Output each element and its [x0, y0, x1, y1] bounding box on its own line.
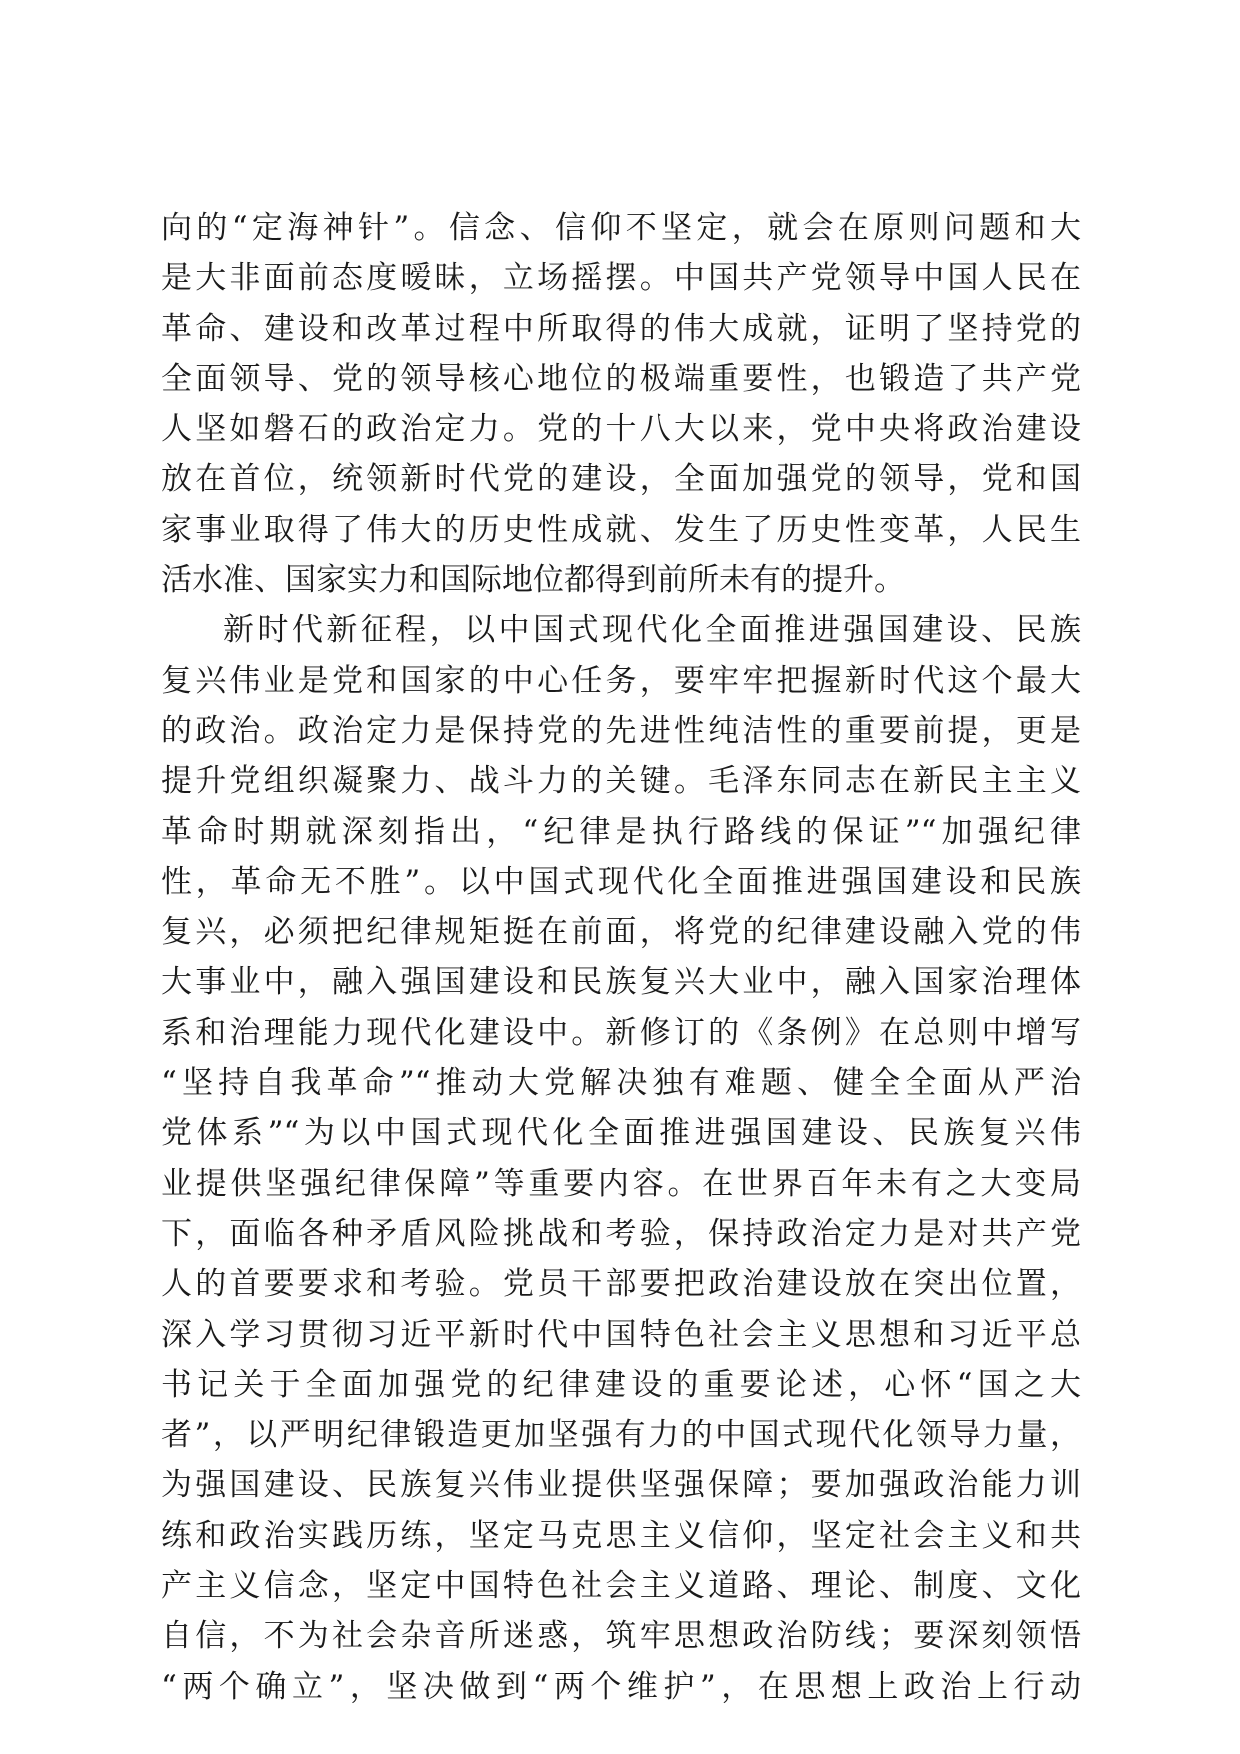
text-line: 是大非面前态度暧昧，立场摇摆。中国共产党领导中国人民在 [161, 260, 1081, 297]
paragraph-start-line: 新时代新征程，以中国式现代化全面推进强国建设、民族 [223, 612, 1081, 649]
text-line: 下，面临各种矛盾风险挑战和考验，保持政治定力是对共产党 [161, 1215, 1081, 1252]
text-line: 书记关于全面加强党的纪律建设的重要论述，心怀“国之大 [161, 1366, 1081, 1403]
text-line: 者”，以严明纪律锻造更加坚强有力的中国式现代化领导力量， [161, 1417, 1081, 1454]
text-line: 全面领导、党的领导核心地位的极端重要性，也锻造了共产党 [161, 360, 1081, 397]
paragraph-end-line: 活水准、国家实力和国际地位都得到前所未有的提升。 [161, 562, 905, 599]
text-line: 业提供坚强纪律保障”等重要内容。在世界百年未有之大变局 [161, 1165, 1081, 1202]
text-line: 的政治。政治定力是保持党的先进性纯洁性的重要前提，更是 [161, 712, 1081, 749]
text-line: 向的“定海神针”。信念、信仰不坚定，就会在原则问题和大 [161, 210, 1081, 246]
text-line: 系和治理能力现代化建设中。新修订的《条例》在总则中增写 [161, 1014, 1081, 1051]
text-line: 为强国建设、民族复兴伟业提供坚强保障；要加强政治能力训 [161, 1467, 1081, 1504]
text-line: 性，革命无不胜”。以中国式现代化全面推进强国建设和民族 [161, 863, 1081, 900]
text-line: 人坚如磐石的政治定力。党的十八大以来，党中央将政治建设 [161, 411, 1081, 448]
text-line: 放在首位，统领新时代党的建设，全面加强党的领导，党和国 [161, 461, 1081, 498]
text-line: 复兴伟业是党和国家的中心任务，要牢牢把握新时代这个最大 [161, 662, 1081, 699]
text-line: 党体系”“为以中国式现代化全面推进强国建设、民族复兴伟 [161, 1115, 1081, 1152]
text-line: 革命时期就深刻指出，“纪律是执行路线的保证”“加强纪律 [161, 813, 1081, 850]
text-line: 复兴，必须把纪律规矩挺在前面，将党的纪律建设融入党的伟 [161, 914, 1081, 951]
text-line: 深入学习贯彻习近平新时代中国特色社会主义思想和习近平总 [161, 1316, 1081, 1353]
body-text [161, 203, 1081, 1712]
text-line: 练和政治实践历练，坚定马克思主义信仰，坚定社会主义和共 [161, 1517, 1081, 1554]
text-line: 人的首要要求和考验。党员干部要把政治建设放在突出位置， [161, 1266, 1081, 1303]
text-line: “坚持自我革命”“推动大党解决独有难题、健全全面从严治 [161, 1065, 1081, 1102]
text-line: 自信，不为社会杂音所迷惑，筑牢思想政治防线；要深刻领悟 [161, 1618, 1081, 1655]
text-line: 大事业中，融入强国建设和民族复兴大业中，融入国家治理体 [161, 964, 1081, 1001]
text-line: 家事业取得了伟大的历史性成就、发生了历史性变革，人民生 [161, 511, 1081, 548]
text-line: 革命、建设和改革过程中所取得的伟大成就，证明了坚持党的 [161, 310, 1081, 347]
text-line: 提升党组织凝聚力、战斗力的关键。毛泽东同志在新民主主义 [161, 763, 1081, 800]
text-line: 产主义信念，坚定中国特色社会主义道路、理论、制度、文化 [161, 1568, 1081, 1605]
text-line: “两个确立”，坚决做到“两个维护”，在思想上政治上行动 [161, 1668, 1081, 1705]
